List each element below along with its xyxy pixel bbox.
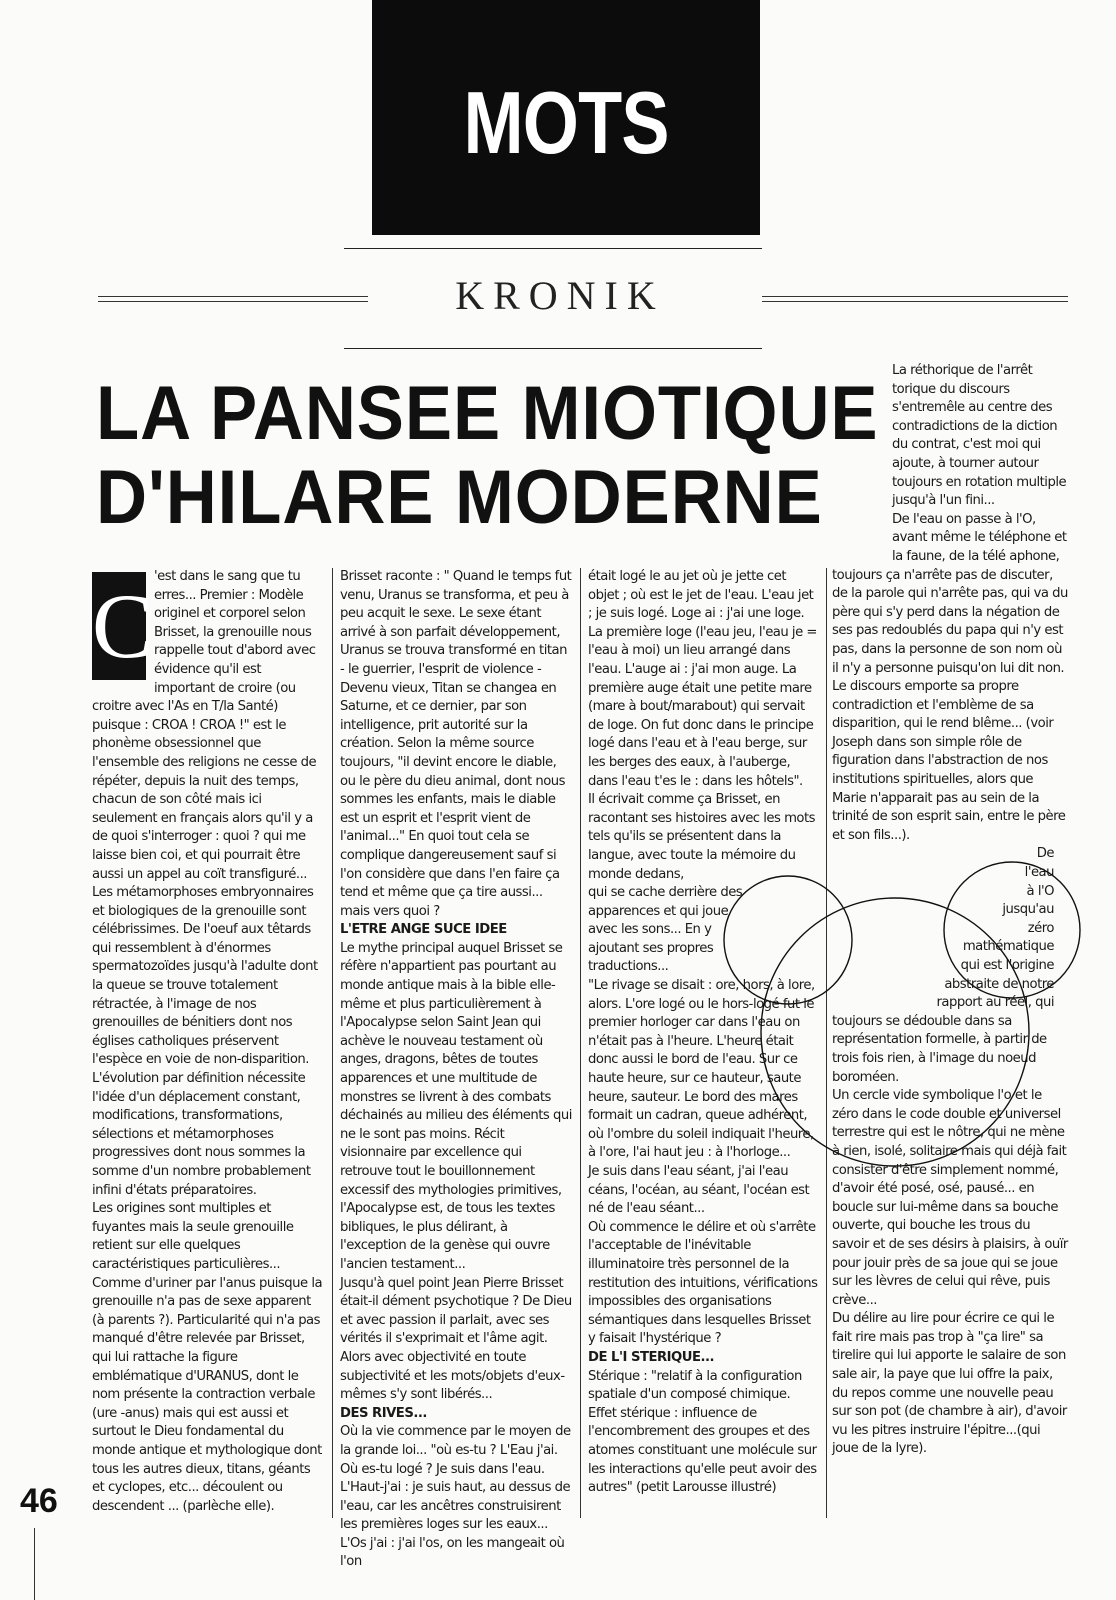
- text-line: toujours en rotation multiple: [892, 474, 1067, 490]
- paragraph: Un cercle vide symbolique l'o et le zéro dans le code double et universel terrestre qui est le nôtre, qui ne mène à rien, isolé, solitaire mais qui déjà fait consister d'être simplement nommé, d'avoir été posé, osé, pausé... en boucle sur lui-même dans sa bouche ouverte, qui bouche les trous du savoir et de ses désirs à plaisirs, à ouïr pour jouir près de sa joue qui se joue sur les lèvres de celui qui rêve, puis crève...: [832, 1088, 1068, 1308]
- paragraph: Je suis dans l'eau séant, j'ai l'eau céans, l'océan, au séant, l'océan est né de l'eau séant...: [588, 1164, 810, 1217]
- text-line: la faune, de la télé aphone,: [892, 548, 1060, 564]
- subheading: DE L'I STERIQUE...: [588, 1349, 715, 1365]
- double-rule-right: [762, 296, 1068, 302]
- text-line: l'eau: [1024, 865, 1054, 881]
- paragraph: Le mythe principal auquel Brisset se réfère n'appartient pas pourtant au monde antique mais à la bible elle-même et plus particulièrement à l'Apocalypse selon Saint Jean qui achève le nouveau testament où anges, dragons, bêtes de toutes apparences et une multitude de monstres se livrent à des combats déchainés au milieu des éléments qui ne le sont pas moins. Récit visionnaire par excellence qui retrouve tout le bouillonnement excessif des mythologies primitives, l'Apocalypse est, de tous les textes bibliques, le plus délirant, à l'exception de la genèse qui ouvre l'ancien testament...: [340, 940, 572, 1272]
- text-line: qui est l'origine: [960, 958, 1054, 973]
- text-line: avant même le téléphone et: [892, 530, 1067, 546]
- subheading: L'ETRE ANGE SUCE IDEE: [340, 922, 507, 938]
- article-headline: [96, 371, 879, 540]
- text-line: traductions...: [588, 959, 669, 975]
- column-separator: [580, 568, 581, 1518]
- paragraph: Jusqu'à quel point Jean Pierre Brisset était-il dément psychotique ? De Dieu et avec passion il parlait, avec ses vérités il s'exprimait et l'âme agit. Alors avec objectivité en toute subjectivité et les mots/objets d'eux-mêmes s'y sont libérés...: [340, 1275, 572, 1403]
- column-2: [340, 568, 572, 1572]
- column-4: [832, 362, 1068, 1459]
- text-line: apparences et qui joue: [588, 903, 729, 919]
- paragraph: était logé le au jet où je jette cet objet ; où est le jet de l'eau. L'eau jet ; je suis logé. Loge ai : j'ai une loge. La première loge (l'eau jeu, l'eau je = l'eau à moi) un lieu arrangé dans l'eau. L'auge ai : j'ai mon auge. La première auge était une petite mare (mare à bout/marabout) qui servait de loge. On fut donc dans le principe logé dans l'eau et à l'eau berge, sur les berges des eaux, à l'auberge, dans l'eau t'es le : dans les hôtels".: [588, 569, 817, 789]
- column-3: [588, 568, 820, 1498]
- paragraph: toujours ça n'arrête pas de discuter, de la parole qui n'arrête pas, qui va du père qui s'y perd dans la négation de ses pas redoublés du papa qui n'y est pas, dans la personne de son nom où il n'y a personne puisqu'on lui dit non.: [832, 567, 1068, 676]
- text-line: De: [1036, 846, 1054, 862]
- text-line: à l'O: [1026, 883, 1054, 899]
- text-line: abstraite de notre: [944, 976, 1054, 992]
- headline-line-2: D'HILARE MODERNE: [96, 455, 823, 540]
- paragraph: Stérique : "relatif à la configuration spatiale d'un composé chimique. Effet stérique : influence de l'encombrement des groupes et des atomes constituant une molécule sur les interactions qu'elle peut avoir des autres" (petit Larousse illustré): [588, 1368, 817, 1496]
- text-line: ajoute, à tourner autour: [892, 455, 1039, 471]
- rule-top: [344, 248, 762, 249]
- text-line: zéro: [1027, 920, 1054, 936]
- paragraph: L'évolution par définition nécessite l'idée d'un déplacement constant, modifications, transformations, sélections et métamorphoses progressives dont nous sommes la somme d'un nombre probablement infini d'états préparatoires.: [92, 1071, 311, 1198]
- text-line: De l'eau on passe à l'O,: [892, 511, 1036, 527]
- text-line: avec les sons... En y: [588, 922, 712, 938]
- section-banner: [372, 0, 760, 235]
- column-1: [92, 568, 324, 1516]
- paragraph: Brisset raconte : " Quand le temps fut venu, Uranus se transforma, et peu à peu acquit le sexe. Le sexe étant arrivé à son parfait développement, Uranus se trouva transformé en titan - le guerrier, l'esprit de violence - Devenu vieux, Titan se changea en Saturne, et ce dernier, par son intelligence, prit autorité sur la création. Selon la même source toujours, "il devint encore le diable, ou le père du dieu animal, dont nous sommes les enfants, mais le diable est un esprit et l'esprit vient de l'animal..." En quoi tout cela se complique dangereusement sauf si l'on considère que dans l'en faire ça tend et même que ça tire aussi... mais vers quoi ?: [340, 569, 572, 919]
- paragraph: toujours se dédouble dans sa représentation formelle, à partir de trois fois rien, à l'image du noeud boroméen.: [832, 1013, 1047, 1085]
- text-line: mathématique: [962, 939, 1054, 955]
- paragraph: "Le rivage se disait : ore, hors, à lore, alors. L'ore logé ou le hors-logé fut le premier horloger car dans l'eau on n'était pas à l'heure. L'heure était donc aussi le bord de l'eau. Sur ce haute heure, sur ce hauteur, saute heure, sauteur. Le bord des mares formait un cadran, queue adhérent, où l'ombre du soleil indiquait l'heure, à l'ore, l'ai haut jeu : à l'horloge...: [588, 978, 815, 1161]
- margin-rule: [34, 1528, 35, 1600]
- column-separator: [826, 568, 827, 1518]
- drop-cap: C: [92, 572, 146, 680]
- paragraph: Comme d'uriner par l'anus puisque la grenouille n'a pas de sexe apparent (à parents ?). Particularité qui n'a pas manqué d'être relevée par Brisset, qui lui rattache la figure emblématique d'URANUS, dont le nom présente la contraction verbale (ure -anus) mais qui est aussi et surtout le Dieu fondamental du monde antique et mythologique dont tous les autres dieux, titans, géants et cyclopes, etc... découlent ou descendent ... (parlèche elle).: [92, 1275, 323, 1514]
- text-line: rapport au réel, qui: [936, 995, 1054, 1011]
- section-title: MOTS: [463, 72, 669, 172]
- paragraph: L'Os j'ai : j'ai l'os, on les mangeait où l'on: [340, 1535, 565, 1570]
- text-line: contradictions de la diction: [892, 418, 1058, 434]
- subheading: DES RIVES...: [340, 1405, 427, 1421]
- text-line: du contrat, c'est moi qui: [892, 437, 1041, 453]
- rubric-title: KRONIK: [455, 273, 665, 318]
- indented-passage: [588, 884, 820, 977]
- paragraph: Le discours emporte sa propre contradiction et l'emblème de sa disparition, qui le rend blême... (voir Joseph dans son simple rôle de figuration dans l'abstraction de nos institutions spirituelles, alors que Marie n'apparait pas au sein de la trinité de son esprit sain, entre le père et son fils...).: [832, 679, 1066, 843]
- headline-line-1: LA PANSEE MIOTIQUE: [96, 371, 879, 456]
- text-line: s'entremêle au centre des: [892, 400, 1053, 416]
- page-number: 46: [20, 1482, 58, 1520]
- text-line: jusqu'au: [1002, 902, 1054, 918]
- paragraph: Où commence le délire et où s'arrête l'acceptable de l'inévitable illuminatoire très personnel de la restitution des intuitions, vérifications impossibles des organisations sémantiques dans lesquelles Brisset y faisait l'hystérique ?: [588, 1219, 818, 1347]
- paragraph: Les origines sont multiples et fuyantes mais la seule grenouille retient sur elle quelques caractéristiques particulières...: [92, 1201, 294, 1272]
- paragraph: 'est dans le sang que tu erres... Premier : Modèle originel et corporel selon Brisset, la grenouille nous rappelle tout d'abord avec évidence qu'il est important de croire (ou croitre avec l'As en T/la Santé) puisque : CROA ! CROA !" est le phonème obsessionnel que l'ensemble des religions ne cesse de répéter, depuis la nuit des temps, chacun de son côté mais ici seulement en français alors qu'il y a de quoi s'interroger : quoi ? qui me laisse bien coi, et qui pourrait être aussi un appel au coït transfiguré...: [92, 569, 317, 882]
- paragraph: Les métamorphoses embryonnaires et biologiques de la grenouille sont célébrissimes. De l'oeuf aux têtards qui ressemblent à d'énormes spermatozoïdes jusqu'à l'adulte dont la queue se trouve totalement rétractée, à l'image de nos grenouilles de bénitiers dont nos églises catholiques préservent l'espèce en voie de non-disparition.: [92, 885, 318, 1068]
- text-line: jusqu'à l'un fini...: [892, 493, 995, 509]
- rule-bottom: [344, 348, 762, 349]
- column-separator: [332, 568, 333, 1518]
- paragraph: Où la vie commence par le moyen de la grande loi... "où es-tu ? L'Eau j'ai. Où es-tu logé ? Je suis dans l'eau. L'Haut-j'ai : je suis haut, au dessus de l'eau, car les ancêtres construisirent les premières loges sur les eaux...: [340, 1424, 571, 1533]
- text-line: qui se cache derrière des: [588, 885, 743, 901]
- text-line: ajoutant ses propres: [588, 940, 714, 956]
- double-rule-left: [98, 296, 368, 302]
- paragraph: Il écrivait comme ça Brisset, en racontant ses histoires avec les mots tels qu'ils se présentent dans la langue, avec toute la mémoire du monde dedans,: [588, 792, 816, 882]
- text-line: La réthorique de l'arrêt: [892, 363, 1033, 378]
- text-line: torique du discours: [892, 381, 1010, 397]
- intro-passage: [832, 362, 1068, 567]
- concrete-poem: [832, 845, 1068, 1012]
- paragraph: Du délire au lire pour écrire ce qui le fait rire mais pas trop à "ça lire" sa tirelire qui lui apporte le salaire de son sale air, la paye que lui offre la paix, du repos comme une nouvelle peau sur son pot (de chambre à air), d'avoir vu les pitres instruire l'épitre...(qui joue de la lyre).: [832, 1311, 1067, 1457]
